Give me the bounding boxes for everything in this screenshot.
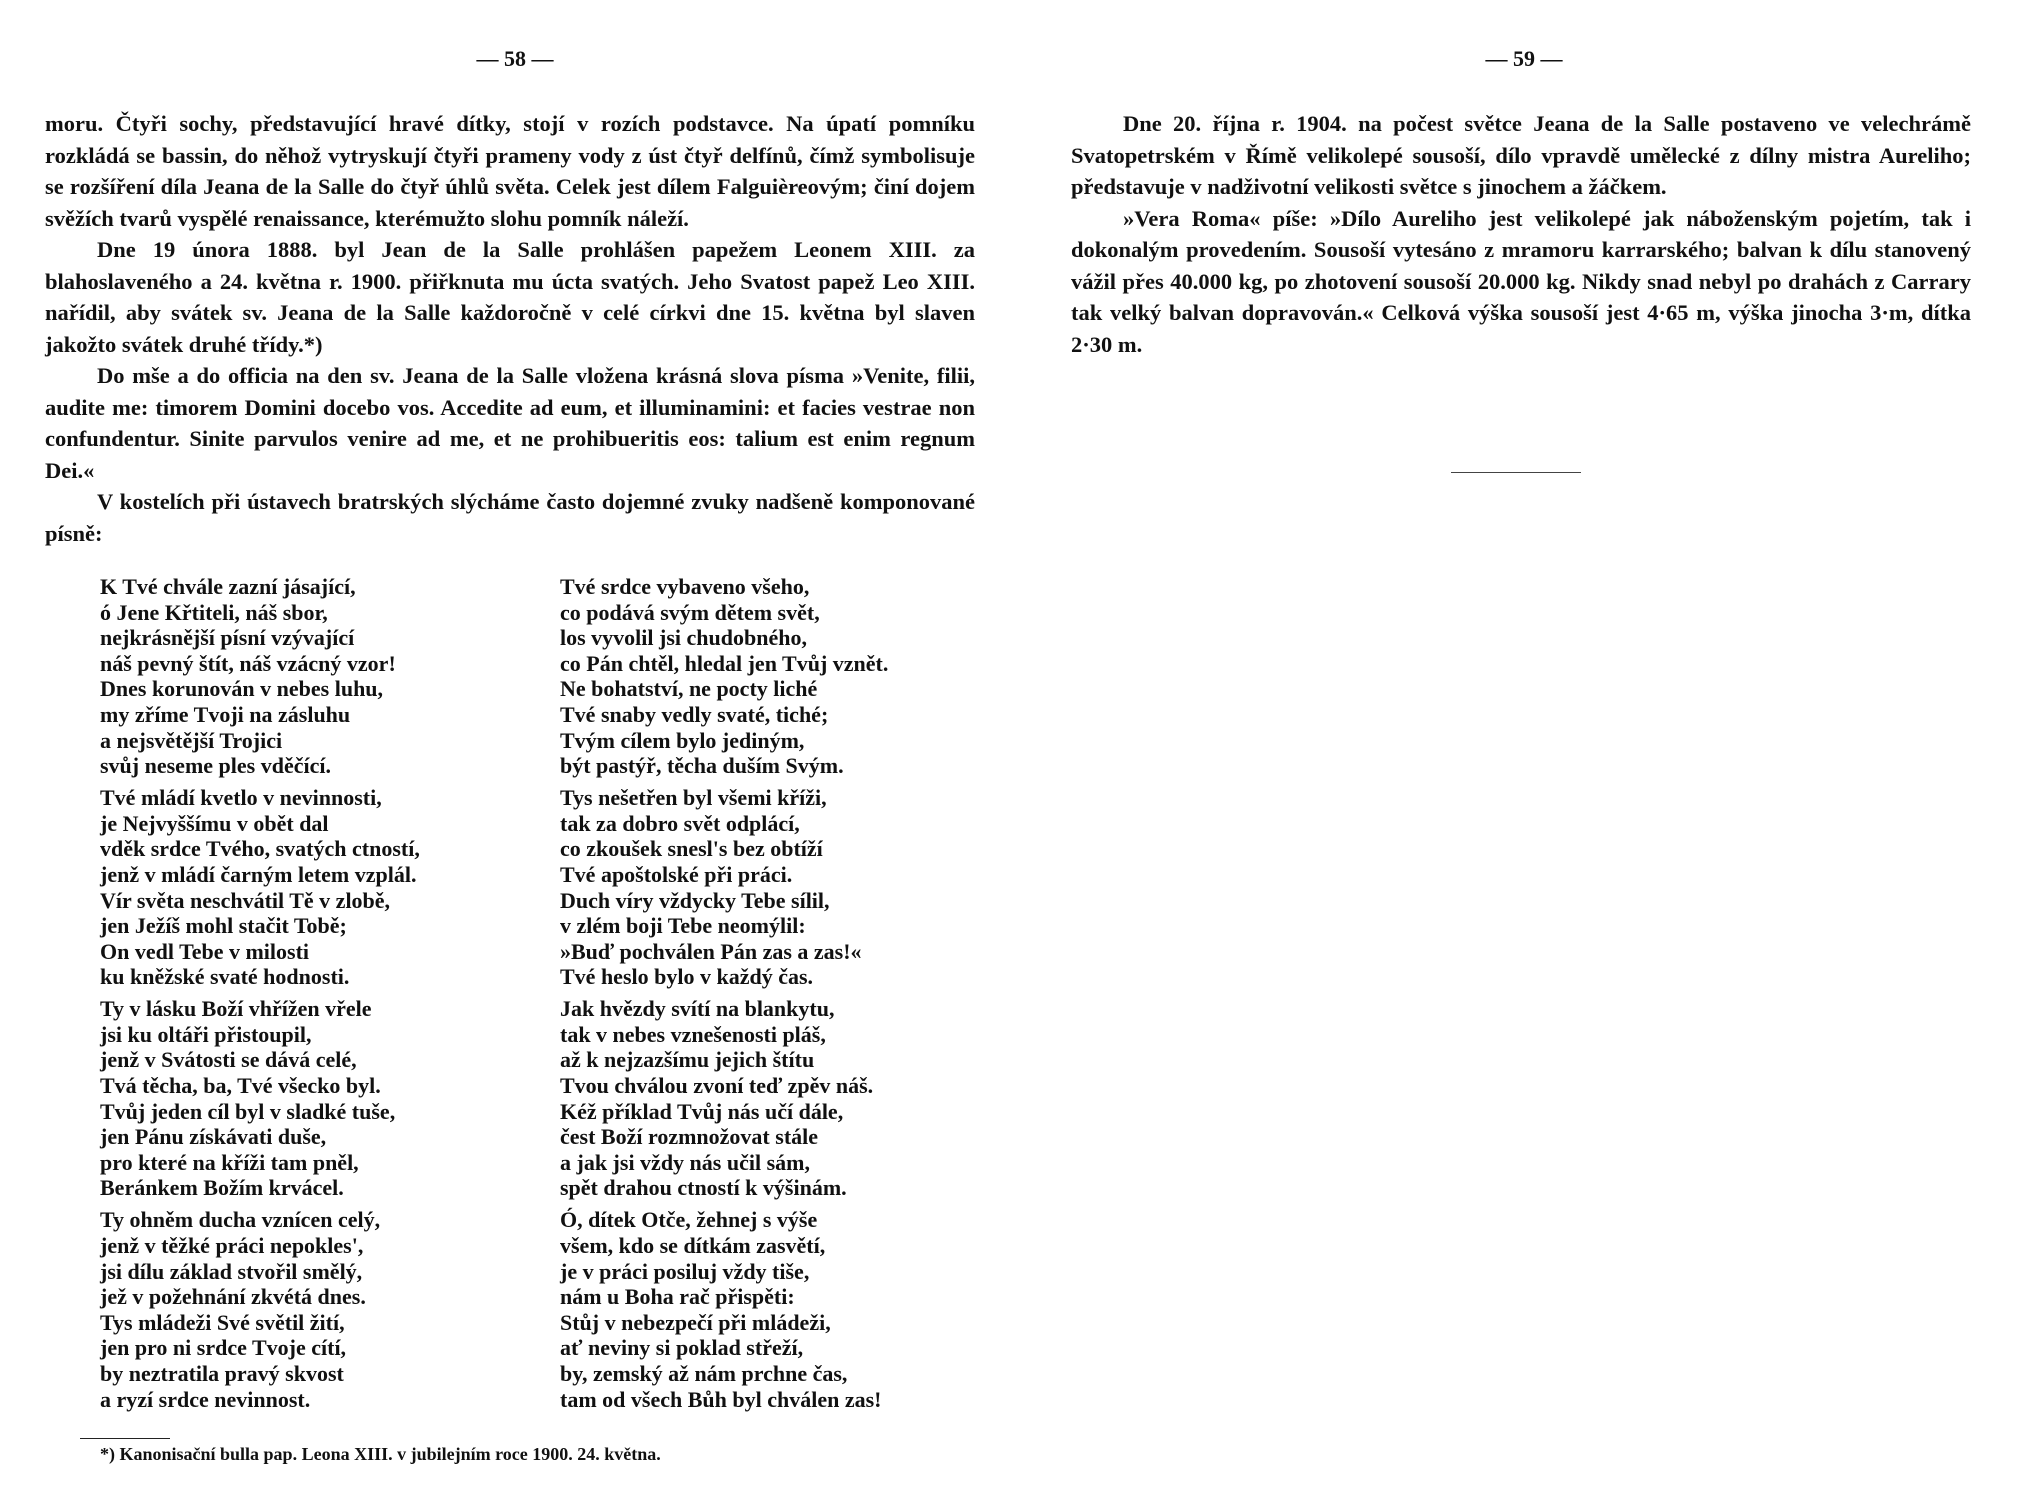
verse-line: svůj neseme ples vděčící. bbox=[100, 753, 331, 779]
verse-line: tak v nebes vznešenosti pláš, bbox=[560, 1021, 826, 1047]
verse-line: a nejsvětější Trojici bbox=[100, 727, 283, 753]
verse-line: Beránkem Božím krvácel. bbox=[100, 1175, 344, 1201]
verse-line: Tvou chválou zvoní teď zpěv náš. bbox=[560, 1073, 874, 1099]
verse-line: a jak jsi vždy nás učil sám, bbox=[560, 1149, 810, 1175]
verse-line: náš pevný štít, náš vzácný vzor! bbox=[100, 650, 396, 676]
verse-line: by neztratila pravý skvost bbox=[100, 1360, 344, 1386]
verse-line: my zříme Tvoji na zásluhu bbox=[100, 701, 351, 727]
paragraph: moru. Čtyři sochy, představující hravé dítky, stojí v rozích podstavce. Na úpatí pomníku rozkládá se bassin, do něhož vytryskují čtyři prameny vody z úst čtyř delfínů, čímž symbolisuje se rozšíření díla Jeana de la Salle do čtyř úhlů světa. Celek jest dílem Falguièreovým; činí dojem svěžích tvarů vyspělé renaissance, kterémužto slohu pomník náleží. bbox=[45, 111, 975, 231]
verse-line: los vyvolil jsi chudobného, bbox=[560, 625, 807, 651]
verse-line: Tvým cílem bylo jediným, bbox=[560, 727, 805, 753]
verse-line: čest Boží rozmnožovat stále bbox=[560, 1124, 819, 1150]
verse-line: jenž v těžké práci nepokles', bbox=[100, 1233, 364, 1259]
verse-line: ať neviny si poklad střeží, bbox=[560, 1335, 804, 1361]
verse-line: Tys nešetřen byl všemi kříži, bbox=[560, 785, 827, 811]
verse-line: Ó, dítek Otče, žehnej s výše bbox=[560, 1207, 818, 1233]
verse-line: Kéž příklad Tvůj nás učí dále, bbox=[560, 1098, 844, 1124]
page-number: — 59 — bbox=[1485, 46, 1563, 71]
paragraph: Dne 20. října r. 1904. na počest světce Jeana de la Salle postaveno ve velechrámě Svatopetrském v Římě velikolepé sousoší, dílo vpravdě umělecké z dílny mistra Aureliho; představuje v nadživotní velikosti světce s jinochem a žáčkem. bbox=[1071, 111, 1971, 199]
stanza bbox=[100, 1207, 540, 1412]
verse-line: Ty v lásku Boží vhřížen vřele bbox=[100, 996, 372, 1022]
verse-line: Duch víry vždycky Tebe sílil, bbox=[560, 887, 830, 913]
verse-line: Tvé srdce vybaveno všeho, bbox=[560, 574, 810, 599]
verse-line: vděk srdce Tvého, svatých ctností, bbox=[100, 836, 420, 862]
verse-line: On vedl Tebe v milosti bbox=[100, 938, 310, 964]
footnote-divider bbox=[80, 1438, 170, 1439]
verse-line: jsi ku oltáři přistoupil, bbox=[100, 1021, 312, 1047]
stanza bbox=[560, 1207, 1000, 1412]
verse-line: být pastýř, těcha duším Svým. bbox=[560, 753, 844, 779]
hymn-column-left bbox=[100, 574, 540, 1419]
paragraph: Do mše a do officia na den sv. Jeana de la Salle vložena krásná slova písma »Venite, filii, audite me: timorem Domini docebo vos. Accedite ad eum, et illuminamini: et facies vestrae non confundentur. Sinite parvulos venire ad me, et ne prohibueritis eos: talium est enim regnum Dei.« bbox=[45, 363, 975, 483]
verse-line: Ty ohněm ducha vznícen celý, bbox=[100, 1207, 381, 1233]
page-number: — 58 — bbox=[476, 46, 554, 71]
verse-line: Ne bohatství, ne pocty liché bbox=[560, 676, 818, 702]
verse-line: Tvé heslo bylo v každý čas. bbox=[560, 964, 814, 990]
paragraph: V kostelích při ústavech bratrských slýcháme často dojemné zvuky nadšeně komponované písně: bbox=[45, 489, 975, 546]
verse-line: ku kněžské svaté hodnosti. bbox=[100, 964, 350, 990]
verse-line: Vír světa neschvátil Tě v zlobě, bbox=[100, 887, 391, 913]
verse-line: jen Pánu získávati duše, bbox=[100, 1124, 327, 1150]
verse-line: ó Jene Křtiteli, náš sbor, bbox=[100, 599, 328, 625]
verse-line: Tvé mládí kvetlo v nevinnosti, bbox=[100, 785, 382, 811]
verse-line: až k nejzazšímu jejich štítu bbox=[560, 1047, 815, 1073]
verse-line: by, zemský až nám prchne čas, bbox=[560, 1360, 848, 1386]
verse-line: Tvá těcha, ba, Tvé všecko byl. bbox=[100, 1073, 381, 1099]
stanza bbox=[560, 996, 1000, 1201]
verse-line: »Buď pochválen Pán zas a zas!« bbox=[560, 938, 862, 964]
verse-line: Tvé snaby vedly svaté, tiché; bbox=[560, 701, 829, 727]
verse-line: K Tvé chvále zazní jásající, bbox=[100, 574, 356, 599]
verse-line: tam od všech Bůh byl chválen zas! bbox=[560, 1386, 882, 1412]
left-page-prose bbox=[45, 108, 975, 549]
right-page-prose bbox=[1071, 108, 1971, 360]
verse-line: nejkrásnější písní vzývající bbox=[100, 625, 355, 651]
verse-line: jen Ježíš mohl stačit Tobě; bbox=[100, 913, 347, 939]
verse-line: všem, kdo se dítkám zasvětí, bbox=[560, 1233, 826, 1259]
paragraph: »Vera Roma« píše: »Dílo Aureliho jest velikolepé jak náboženským pojetím, tak i dokonalým provedením. Sousoší vytesáno z mramoru karrarského; balvan k dílu stanovený vážil přes 40.000 kg, po zhotovení sousoší 20.000 kg. Nikdy snad nebyl po drahách z Carrary tak velký balvan dopravován.« Celková výška sousoší jest 4·65 m, výška jinocha 3·m, dítka 2·30 m. bbox=[1071, 205, 1971, 357]
verse-line: nám u Boha rač přispěti: bbox=[560, 1284, 795, 1310]
verse-line: je v práci posiluj vždy tiše, bbox=[560, 1258, 810, 1284]
stanza bbox=[100, 574, 540, 779]
stanza bbox=[100, 996, 540, 1201]
stanza bbox=[560, 785, 1000, 990]
verse-line: jenž v mládí čarným letem vzplál. bbox=[100, 861, 417, 887]
stanza bbox=[560, 574, 1000, 779]
verse-line: pro které na kříži tam pněl, bbox=[100, 1149, 359, 1175]
verse-line: Jak hvězdy svítí na blankytu, bbox=[560, 996, 835, 1022]
verse-line: spět drahou ctností k výšinám. bbox=[560, 1175, 847, 1201]
footnote: *) Kanonisační bulla pap. Leona XIII. v jubilejním roce 1900. 24. května. bbox=[100, 1444, 661, 1464]
verse-line: jenž v Svátosti se dává celé, bbox=[100, 1047, 357, 1073]
verse-line: v zlém boji Tebe neomýlil: bbox=[560, 913, 806, 939]
verse-line: jež v požehnání zkvétá dnes. bbox=[100, 1284, 366, 1310]
verse-line: Tys mládeži Své světil žití, bbox=[100, 1309, 345, 1335]
verse-line: co zkoušek snesl's bez obtíží bbox=[560, 836, 823, 862]
verse-line: tak za dobro svět odplácí, bbox=[560, 810, 800, 836]
stanza bbox=[100, 785, 540, 990]
hymn-column-right bbox=[560, 574, 1000, 1419]
verse-line: je Nejvyššímu v obět dal bbox=[100, 810, 329, 836]
section-end-divider bbox=[1451, 472, 1581, 473]
verse-line: Tvůj jeden cíl byl v sladké tuše, bbox=[100, 1098, 396, 1124]
verse-line: a ryzí srdce nevinnost. bbox=[100, 1386, 311, 1412]
verse-line: Dnes korunován v nebes luhu, bbox=[100, 676, 384, 702]
verse-line: jsi dílu základ stvořil smělý, bbox=[100, 1258, 363, 1284]
verse-line: Stůj v nebezpečí při mládeži, bbox=[560, 1309, 831, 1335]
paragraph: Dne 19 února 1888. byl Jean de la Salle prohlášen papežem Leonem XIII. za blahoslaveného a 24. května r. 1900. přiřknuta mu úcta svatých. Jeho Svatost papež Leo XIII. nařídil, aby svátek sv. Jeana de la Salle každoročně v celé církvi dne 15. května byl slaven jakožto svátek druhé třídy.*) bbox=[45, 237, 975, 357]
verse-line: Tvé apoštolské při práci. bbox=[560, 861, 793, 887]
verse-line: jen pro ni srdce Tvoje cítí, bbox=[100, 1335, 347, 1361]
verse-line: co Pán chtěl, hledal jen Tvůj vznět. bbox=[560, 650, 889, 676]
verse-line: co podává svým dětem svět, bbox=[560, 599, 820, 625]
